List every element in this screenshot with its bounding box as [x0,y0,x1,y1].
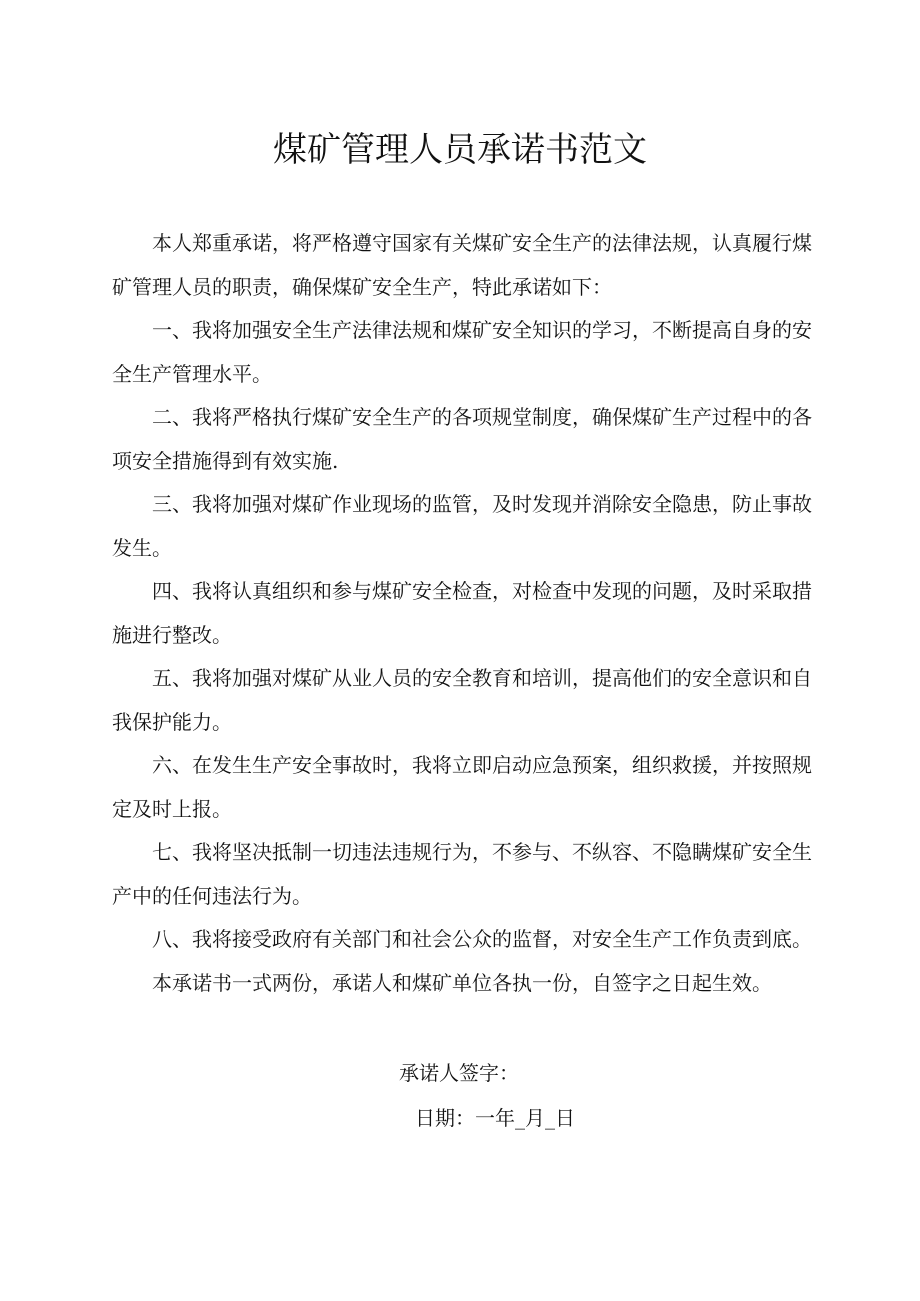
commitment-item-7: 七、我将坚决抵制一切违法违规行为，不参与、不纵容、不隐瞒煤矿安全生产中的任何违法行为。 [112,840,812,908]
document-body [112,222,812,1005]
commitment-item-5: 五、我将加强对煤矿从业人员的安全教育和培训，提高他们的安全意识和自我保护能力。 [112,666,812,734]
commitment-item-3: 三、我将加强对煤矿作业现场的监管，及时发现并消除安全隐患，防止事故发生。 [112,492,812,560]
closing-paragraph: 本承诺书一式两份，承诺人和煤矿单位各执一份，自签字之日起生效。 [152,970,772,995]
signature-label: 承诺人签字： [399,1061,519,1085]
intro-paragraph: 本人郑重承诺，将严格遵守国家有关煤矿安全生产的法律法规，认真履行煤矿管理人员的职责，确保煤矿安全生产，特此承诺如下： [112,231,812,299]
commitment-item-4: 四、我将认真组织和参与煤矿安全检查，对检查中发现的问题，及时采取措施进行整改。 [112,579,812,647]
commitment-item-2: 二、我将严格执行煤矿安全生产的各项规堂制度，确保煤矿生产过程中的各项安全措施得到有效实施. [112,405,812,473]
date-label: 日期：一年_月_日 [415,1106,575,1130]
commitment-item-1: 一、我将加强安全生产法律法规和煤矿安全知识的学习，不断提高自身的安全生产管理水平。 [112,318,812,386]
document-title: 煤矿管理人员承诺书范文 [273,130,647,170]
commitment-item-6: 六、在发生生产安全事故时，我将立即启动应急预案，组织救援，并按照规定及时上报。 [112,753,812,821]
commitment-item-8: 八、我将接受政府有关部门和社会公众的监督，对安全生产工作负责到底。 [152,927,812,951]
